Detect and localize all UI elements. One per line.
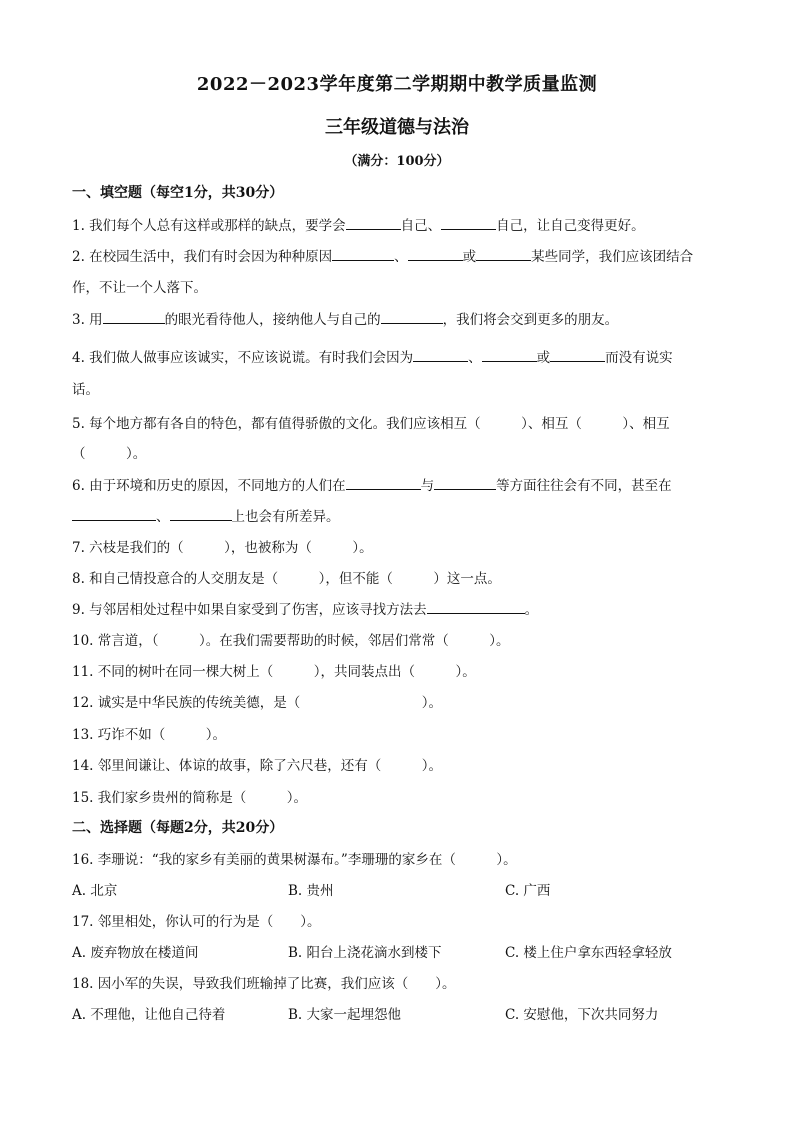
blank — [346, 215, 401, 230]
blank — [550, 347, 605, 362]
question-12: 12. 诚实是中华民族的传统美德，是（ ）。 — [72, 695, 443, 711]
option-a: A. 北京 — [72, 883, 118, 899]
exam-title: 2022－2023学年度第二学期期中教学质量监测 — [196, 74, 598, 95]
blank — [441, 215, 496, 230]
blank — [381, 309, 443, 324]
option-a: A. 不理他，让他自己待着 — [72, 1007, 226, 1023]
question-5-cont: （ ）。 — [72, 446, 147, 462]
question-13: 13. 巧诈不如（ ）。 — [72, 727, 227, 743]
blank — [476, 246, 531, 261]
blank — [103, 309, 165, 324]
option-b: B. 阳台上浇花滴水到楼下 — [288, 945, 442, 961]
option-b: B. 大家一起埋怨他 — [288, 1007, 402, 1023]
question-11: 11. 不同的树叶在同一棵大树上（ ），共同装点出（ ）。 — [72, 664, 476, 680]
option-c: C. 楼上住户拿东西轻拿轻放 — [505, 945, 672, 961]
question-3: 3. 用 的眼光看待他人，接纳他人与自己的 ，我们将会交到更多的朋友。 — [72, 308, 728, 328]
blank — [72, 506, 156, 521]
blank — [170, 506, 232, 521]
blank — [413, 347, 468, 362]
question-4: 4. 我们做人做事应该诚实，不应该说谎。有时我们会因为 、 或 而没有说实 — [72, 346, 728, 366]
blank — [332, 246, 394, 261]
question-14: 14. 邻里间谦让、体谅的故事，除了六尺巷，还有（ ）。 — [72, 758, 443, 774]
section-fill-blank-heading: 一、填空题（每空1分，共30分） — [72, 185, 284, 201]
score-note: （满分：100分） — [344, 154, 450, 169]
blank — [408, 246, 463, 261]
question-4-cont: 话。 — [72, 382, 99, 398]
blank — [427, 599, 525, 614]
option-b: B. 贵州 — [288, 883, 334, 899]
question-16: 16. 李珊说：“我的家乡有美丽的黄果树瀑布。”李珊珊的家乡在（ ）。 — [72, 852, 517, 868]
question-10: 10. 常言道，（ ）。在我们需要帮助的时候，邻居们常常（ ）。 — [72, 633, 510, 649]
blank — [482, 347, 537, 362]
question-17: 17. 邻里相处，你认可的行为是（ ）。 — [72, 914, 321, 930]
option-a: A. 废弃物放在楼道间 — [72, 945, 199, 961]
question-1: 1. 我们每个人总有这样或那样的缺点，要学会 自己、 自己，让自己变得更好。 — [72, 214, 728, 234]
question-18: 18. 因小军的失误，导致我们班输掉了比赛，我们应该（ ）。 — [72, 976, 456, 992]
question-9: 9. 与邻居相处过程中如果自家受到了伤害，应该寻找方法去 。 — [72, 598, 728, 618]
question-8: 8. 和自己情投意合的人交朋友是（ ），但不能（ ）这一点。 — [72, 571, 501, 587]
question-5: 5. 每个地方都有各自的特色，都有值得骄傲的文化。我们应该相互（ ）、相互（ ）、相互 — [72, 416, 670, 432]
blank — [346, 475, 421, 490]
option-c: C. 广西 — [505, 883, 551, 899]
question-2: 2. 在校园生活中，我们有时会因为种种原因 、 或 某些同学，我们应该团结合 — [72, 245, 728, 265]
option-c: C. 安慰他，下次共同努力 — [505, 1007, 659, 1023]
question-7: 7. 六枝是我们的（ ），也被称为（ ）。 — [72, 540, 373, 556]
section-choice-heading: 二、选择题（每题2分，共20分） — [72, 820, 284, 836]
exam-subtitle: 三年级道德与法治 — [325, 117, 469, 138]
blank — [434, 475, 496, 490]
question-6-cont: 、 上也会有所差异。 — [72, 505, 728, 525]
question-6: 6. 由于环境和历史的原因，不同地方的人们在 与 等方面往往会有不同，甚至在 — [72, 474, 728, 494]
question-2-cont: 作，不让一个人落下。 — [72, 280, 207, 296]
question-15: 15. 我们家乡贵州的简称是（ ）。 — [72, 790, 308, 806]
